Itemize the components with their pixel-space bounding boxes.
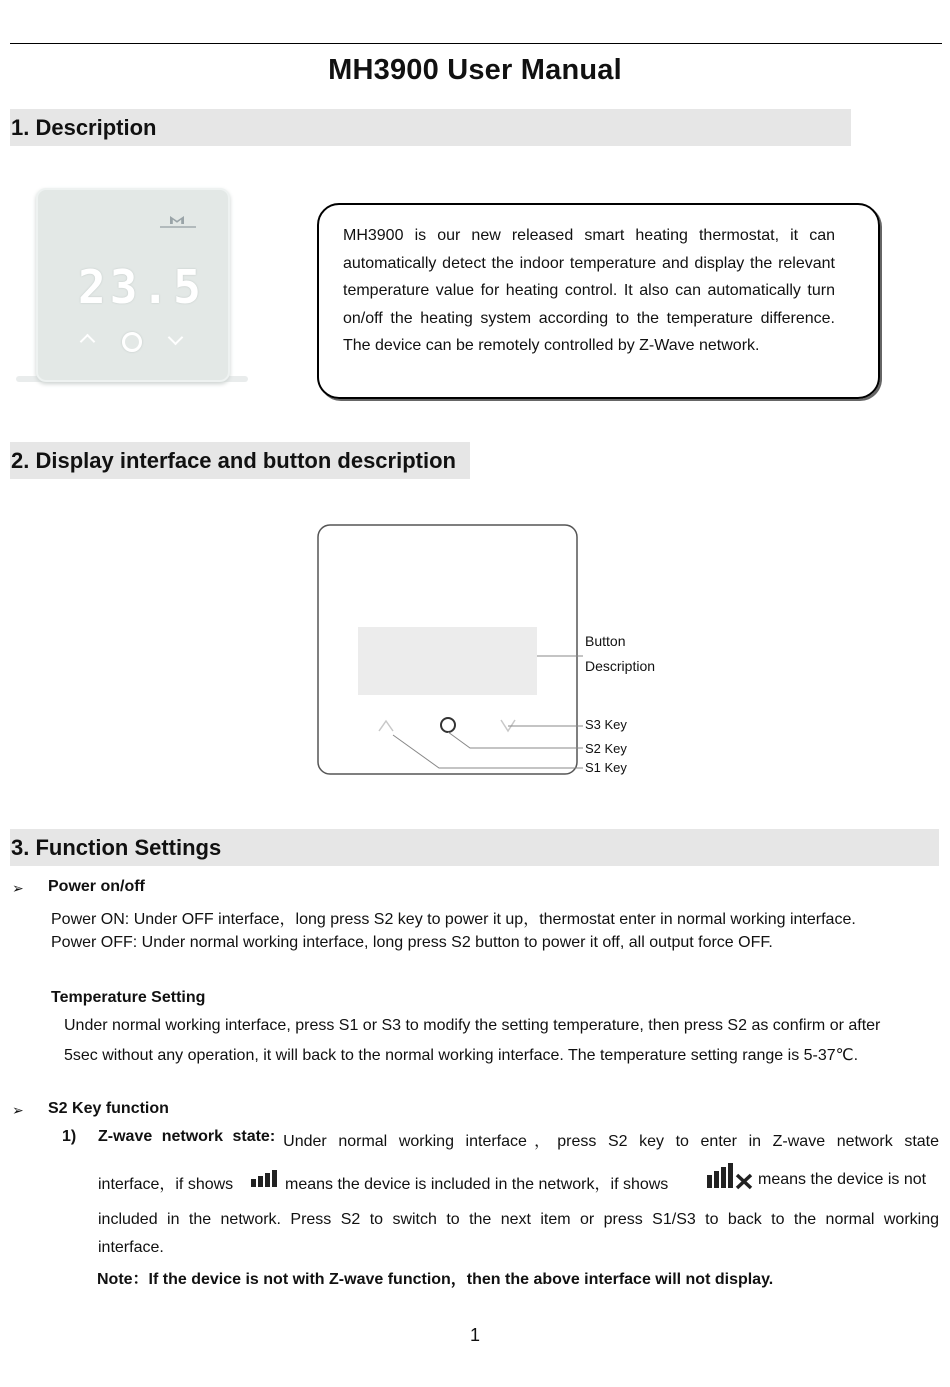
section-heading-3-text: 3. Function Settings [11,835,222,860]
label-button: Button [585,633,626,649]
page-number: 1 [469,1325,480,1345]
s2-item-label: Z-wave network state: [98,1128,276,1145]
signal-bars-x-icon [707,1163,753,1190]
thermostat-photo [12,186,252,386]
section-heading-3 [10,829,939,866]
arrow-bullet-icon: ➢ [12,880,24,896]
temperature-title: Temperature Setting [51,989,206,1006]
s2-line4: interface. [98,1239,164,1256]
label-s1-key: S1 Key [585,760,627,775]
s2-item-text: Under normal working interface，press S2 key to enter in Z-wave network state [283,1133,939,1150]
arrow-bullet-icon: ➢ [12,1102,24,1118]
s2-line2-b: means the device is included in the network，if shows [285,1176,669,1193]
s2-item-line1 [98,1128,939,1151]
brand-logo [158,216,198,232]
power-button-icon [122,332,142,352]
signal-bars-icon [251,1169,279,1189]
description-text: MH3900 is our new released smart heating thermostat, it can automatically detect the indoor temperature and display the relevant temperature value for heating control. It also can automatically turn on/off the heating system according to the temperature difference. The device can be remotely controlled by Z-Wave network. [343,227,835,355]
s2-note: Note：If the device is not with Z-wave function，then the above interface will not display. [97,1271,774,1288]
display-area [358,627,537,695]
temperature-text-line2: 5sec without any operation, it will back to the normal working interface. The temperature setting range is 5-37℃. [64,1047,859,1064]
s2-line2-c: means the device is not [758,1171,927,1188]
s2-title: S2 Key function [48,1100,169,1117]
s2-line2-a: interface，if shows [98,1176,234,1193]
section-heading-2 [10,442,470,479]
label-s3-key: S3 Key [585,717,627,732]
label-s2-key: S2 Key [585,741,627,756]
s2-leader [448,732,583,748]
temperature-text-line1: Under normal working interface, press S1 or S3 to modify the setting temperature, then press S2 as confirm or after [64,1017,881,1034]
description-box [317,203,880,399]
s2-item-number: 1) [62,1128,77,1145]
section-heading-1 [10,109,851,146]
page-title: MH3900 User Manual [328,54,622,86]
section-heading-2-text: 2. Display interface and button description [11,448,456,473]
s1-leader [393,735,583,768]
power-on-text: Power ON: Under OFF interface，long press S2 key to power it up，thermostat enter in normal working interface. [51,911,856,928]
s2-line3: included in the network. Press S2 to switch to the next item or press S1/S3 to back to the normal working [98,1211,939,1228]
button-diagram [300,515,700,790]
top-rule [10,43,942,44]
label-description: Description [585,658,656,674]
power-off-text: Power OFF: Under normal working interface, long press S2 button to power it off, all output force OFF. [51,934,773,951]
s1-arrow-icon [379,721,393,731]
s2-button-icon [441,718,455,732]
thermostat-display: 23.5 [78,260,205,314]
power-title: Power on/off [48,878,145,895]
section-heading-1-text: 1. Description [11,115,157,140]
